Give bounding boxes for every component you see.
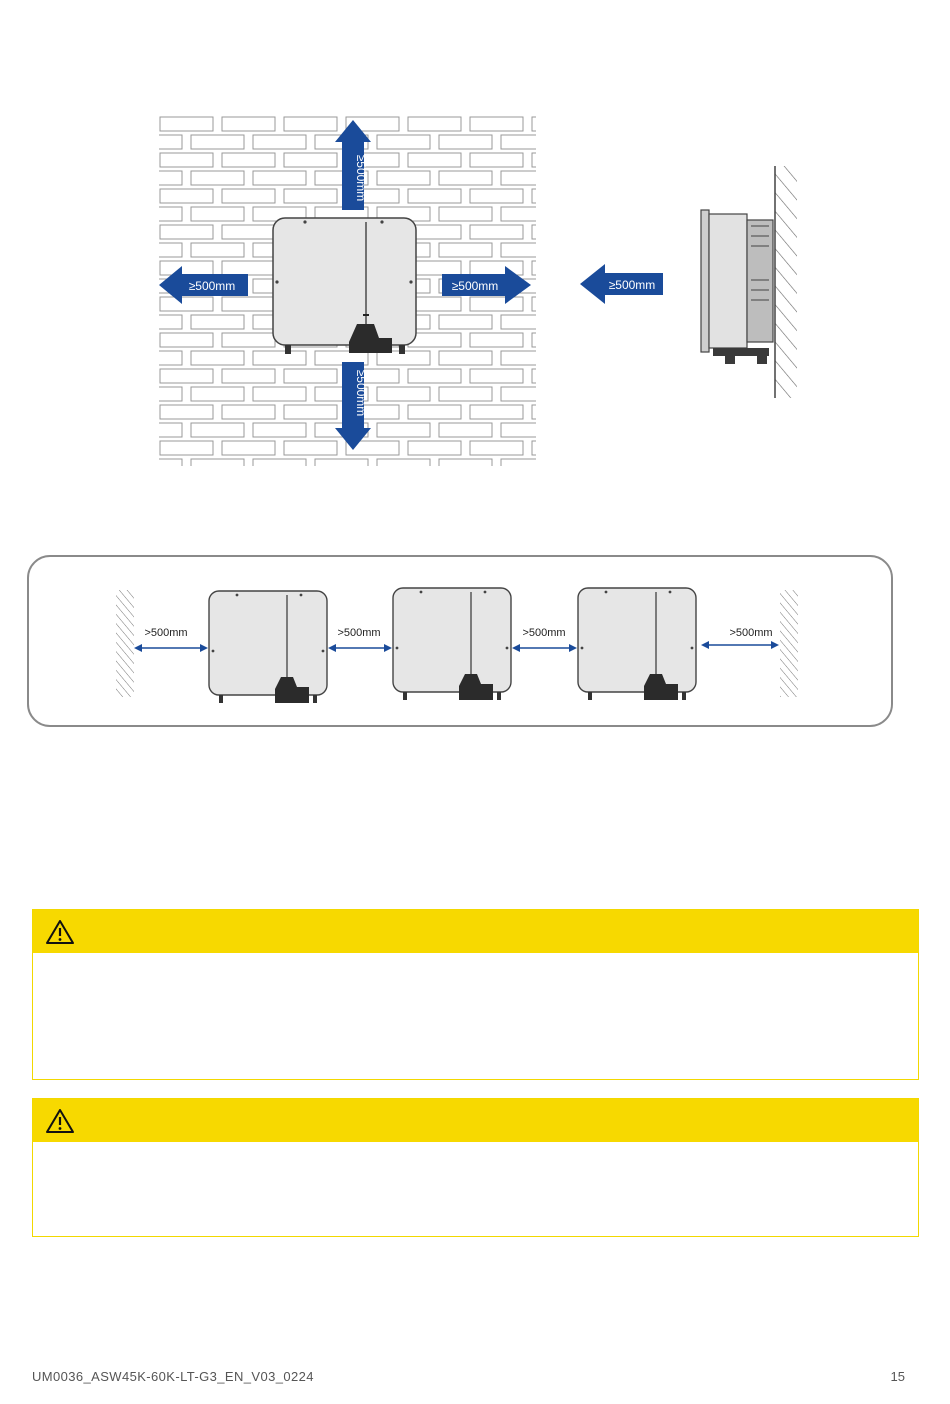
inverter-row-3 — [578, 588, 696, 700]
gap-label-2: >500mm — [337, 627, 381, 639]
left-wall — [116, 590, 134, 697]
inverter-side — [701, 210, 773, 364]
clearance-down-label: ≥500mm — [354, 369, 368, 417]
gap-label-4: >500mm — [729, 627, 773, 639]
footer-page-number: 15 — [890, 1369, 905, 1384]
notice-header-1 — [33, 910, 918, 953]
notice-header-2 — [33, 1099, 918, 1142]
warning-triangle-icon — [45, 919, 75, 945]
side-clearance-figure — [575, 160, 805, 405]
side-wall — [775, 166, 797, 398]
footer-document-id: UM0036_ASW45K-60K-LT-G3_EN_V03_0224 — [32, 1369, 314, 1384]
inverter-row-1 — [209, 591, 327, 703]
clearance-up-label: ≥500mm — [354, 154, 368, 202]
row-clearance-figure — [26, 554, 894, 728]
front-clearance-figure — [155, 110, 540, 470]
clearance-front-arrow — [580, 264, 663, 304]
clearance-right-label: ≥500mm — [451, 279, 499, 293]
right-wall — [780, 590, 798, 697]
notice-box-2 — [32, 1098, 919, 1237]
inverter-front — [273, 218, 416, 354]
gap-label-3: >500mm — [522, 627, 566, 639]
clearance-left-label: ≥500mm — [188, 279, 236, 293]
notice-box-1 — [32, 909, 919, 1080]
clearance-front-label: ≥500mm — [608, 278, 656, 292]
gap-label-1: >500mm — [144, 627, 188, 639]
inverter-row-2 — [393, 588, 511, 700]
warning-triangle-icon — [45, 1108, 75, 1134]
